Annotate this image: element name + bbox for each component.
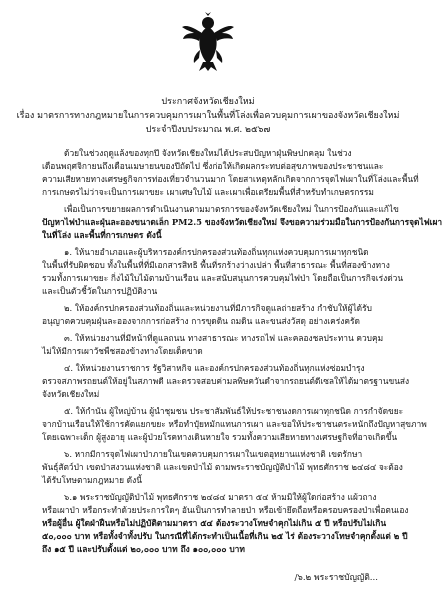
- item-1-line: ๑. ให้นายอำเภอและผู้บริหารองค์กรปกครองส่วนท้องถิ่นทุกแห่งควบคุมการเผาทุกชนิด: [64, 247, 369, 257]
- item-5-line: จากบ้านเรือนให้ใช้การคัดแยกขยะ หรือทำปุ๋ยหมักแทนการเผา และขอให้ประชาชนตระหนักถึงปัญหาสุขภาพ: [42, 419, 427, 429]
- item-1-line: ในพื้นที่รับผิดชอบ ทั้งในพื้นที่ที่มีเอกสารสิทธิ พื้นที่รกร้างว่างเปล่า พื้นที่สาธารณะ พื้นที่สองข้างทาง: [42, 260, 390, 270]
- announcement-subject: เรื่อง มาตรการทางกฎหมายในการควบคุมการเผาในพื้นที่โล่งเพื่อควบคุมการเผาของจังหวัดเชียงใหม่: [16, 111, 400, 121]
- item-4-line: ๔. ให้หน่วยงานราชการ รัฐวิสาหกิจ และองค์กรปกครองส่วนท้องถิ่นทุกแห่งซ่อมบำรุง: [64, 363, 365, 373]
- continuation-note: /๖.๒ พระราชบัญญัติ...: [294, 573, 378, 583]
- paragraph-line: ปัญหาไฟป่าและฝุ่นละอองขนาดเล็ก PM2.5 ของจังหวัดเชียงใหม่ จึงขอความร่วมมือในการป้องกันการจุดไฟเผา: [42, 217, 442, 227]
- item-6-1-line: ๕๐,๐๐๐ บาท หรือทั้งจำทั้งปรับ ในกรณีที่ได้กระทำเป็นเนื้อที่เกิน ๒๕ ไร่ ต้องระวางโทษจำคุกตั้งแต่ ๒ ปี: [42, 531, 408, 541]
- item-6-1-line: หรือเผาป่า หรือกระทำด้วยประการใดๆ อันเป็นการทำลายป่า หรือเข้ายึดถือหรือครอบครองป่าเพื่อตนเอง: [42, 505, 409, 515]
- item-5-line: โดยเฉพาะเด็ก ผู้สูงอายุ และผู้ป่วยโรคทางเดินหายใจ รวมทั้งความเสียหายทางเศรษฐกิจที่อาจเกิดขึ้น: [42, 432, 398, 442]
- paragraph-line: เพื่อเป็นการขยายผลการดำเนินงานตามมาตรการของจังหวัดเชียงใหม่ ในการป้องกันและแก้ไข: [64, 204, 399, 214]
- item-4-line: ตรวจสภาพรถยนต์ให้อยู่ในสภาพดี และตรวจสอบค่ามลพิษควันดำจากรถยนต์ดีเซลให้ได้มาตรฐานขนส่ง: [42, 376, 410, 386]
- paragraph-line: การเกษตรไม่ว่าจะเป็นการเผาขยะ เผาเศษใบไม้ และเผาเพื่อเตรียมพื้นที่สำหรับทำเกษตรกรรม: [42, 187, 374, 197]
- item-3-line: ๓. ให้หน่วยงานที่มีหน้าที่ดูแลถนน ทางสาธารณะ ทางรถไฟ และคลองชลประทาน ควบคุม: [64, 333, 384, 343]
- item-3-line: ไม่ให้มีการเผาวัชพืชสองข้างทางโดยเด็ดขาด: [42, 346, 203, 356]
- paragraph-line: เดือนพฤศจิกายนถึงเดือนเมษายนของปีถัดไป ซึ่งก่อให้เกิดผลกระทบต่อสุขภาพของประชาชนและ: [42, 161, 384, 171]
- paragraph-line: ในที่โล่ง และพื้นที่การเกษตร ดังนี้: [42, 230, 162, 240]
- garuda-emblem-icon: [181, 12, 235, 72]
- item-2-line: ๒. ให้องค์กรปกครองส่วนท้องถิ่นและหน่วยงานที่มีภารกิจดูแลถ่ายสร้าง กำชับให้ผู้ได้รับ: [64, 303, 372, 313]
- item-6-line: ได้รับโทษตามกฎหมาย ดังนี้: [42, 475, 142, 485]
- announcement-title: ประกาศจังหวัดเชียงใหม่: [161, 97, 255, 107]
- item-5-line: ๕. ให้กำนัน ผู้ใหญ่บ้าน ผู้นำชุมชน ประชาสัมพันธ์ให้ประชาชนงดการเผาทุกชนิด การกำจัดขยะ: [64, 406, 404, 416]
- fiscal-year: ประจำปีงบประมาณ พ.ศ. ๒๕๖๗: [145, 125, 271, 135]
- item-1-line: และเป็นตัวชี้วัดในการปฏิบัติงาน: [42, 286, 158, 296]
- paragraph-line: ความเสียหายทางเศรษฐกิจการท่องเที่ยวจำนวนมาก โดยสาเหตุหลักเกิดจากการจุดไฟเผาในที่โล่งและพื้นที่: [42, 174, 419, 184]
- item-6-1-line: หรือผู้อื่น ผู้ใดฝ่าฝืนหรือไม่ปฏิบัติตามมาตรา ๕๔ ต้องระวางโทษจำคุกไม่เกิน ๕ ปี หรือปรับไม่เกิน: [42, 518, 387, 528]
- item-6-line: ๖. หากมีการจุดไฟเผาป่าภายในเขตควบคุมการเผาในเขตอุทยานแห่งชาติ เขตรักษา: [64, 449, 363, 459]
- paragraph-line: ด้วยในช่วงฤดูแล้งของทุกปี จังหวัดเชียงใหม่ได้ประสบปัญหาฝุ่นพิษปกคลุม ในช่วง: [64, 148, 352, 158]
- item-2-line: อนุญาตควบคุมฝุ่นละอองจากการก่อสร้าง การขุดดิน ถมดิน และขนส่งวัสดุ อย่างเคร่งครัด: [42, 316, 360, 326]
- item-6-line: พันธุ์สัตว์ป่า เขตป่าสงวนแห่งชาติ และเขตป่าไม้ ตามพระราชบัญญัติป่าไม้ พุทธศักราช ๒๔๘๔ จะต้อง: [42, 462, 403, 472]
- item-1-line: รวมทั้งการเผาขยะ กิ่งไม้ใบไม้ตามบ้านเรือน และสนับสนุนการควบคุมไฟป่า โดยถือเป็นการกิจเร่งด่วน: [42, 273, 404, 283]
- item-4-line: จังหวัดเชียงใหม่: [42, 389, 100, 399]
- item-6-1-line: ๖.๑ พระราชบัญญัติป่าไม้ พุทธศักราช ๒๔๘๔ มาตรา ๕๔ ห้ามมิให้ผู้ใดก่อสร้าง แผ้วถาง: [64, 492, 377, 502]
- item-6-1-line: ถึง ๑๕ ปี และปรับตั้งแต่ ๒๐,๐๐๐ บาท ถึง ๑๐๐,๐๐๐ บาท: [42, 544, 245, 554]
